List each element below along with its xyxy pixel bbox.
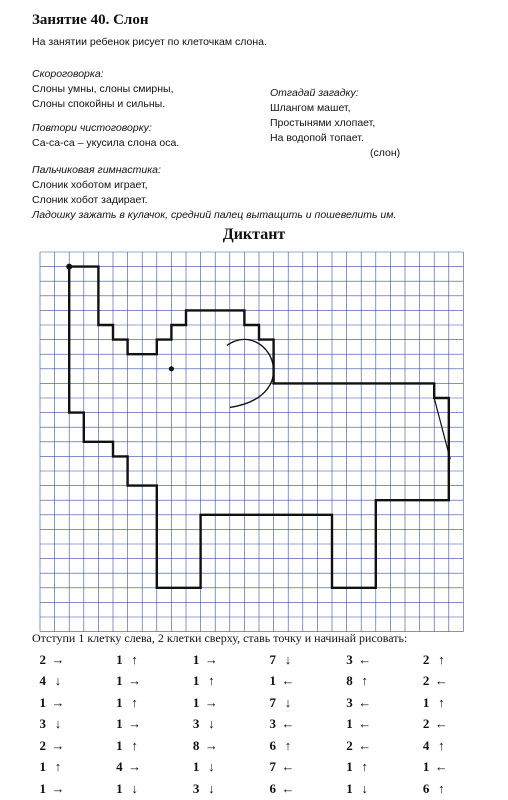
command-count: 6: [269, 780, 277, 796]
command-cell: [260, 652, 337, 668]
command-arrow-icon: ↑: [131, 737, 138, 753]
command-arrow-icon: ←: [281, 780, 295, 796]
riddle-line: Шлангом машет,: [270, 102, 351, 114]
command-cell: [337, 781, 414, 797]
command-count: 1: [346, 716, 353, 732]
command-cell: [107, 759, 184, 775]
command-cell: [183, 673, 260, 689]
command-arrow-icon: ←: [358, 716, 372, 732]
command-arrow-icon: ↓: [54, 673, 62, 689]
command-cell: [183, 781, 260, 797]
riddle-heading: Отгадай загадку:: [270, 87, 359, 99]
command-arrow-icon: ←: [434, 716, 448, 732]
command-arrow-icon: →: [128, 759, 142, 775]
finger-gym-instruction: Ладошку зажать в кулачок, средний палец вытащить и пошевелить им.: [32, 209, 397, 221]
command-cell: [413, 673, 490, 689]
command-cell: [337, 759, 414, 775]
command-count: 4: [39, 673, 46, 689]
command-arrow-icon: ←: [281, 716, 295, 732]
command-arrow-icon: ↑: [54, 759, 62, 775]
command-arrow-icon: →: [204, 737, 218, 753]
command-arrow-icon: →: [128, 716, 142, 732]
command-cell: [413, 716, 490, 732]
command-row: [30, 714, 490, 736]
command-cell: [107, 781, 184, 797]
command-cell: [30, 652, 107, 668]
command-count: 2: [39, 737, 46, 753]
command-count: 2: [422, 673, 430, 689]
tongue-twister-heading: Скороговорка:: [32, 68, 104, 80]
command-arrow-icon: →: [51, 737, 65, 753]
command-arrow-icon: ←: [358, 651, 372, 667]
finger-gym-heading: Пальчиковая гимнастика:: [32, 164, 161, 176]
command-arrow-icon: →: [51, 651, 65, 667]
command-count: 1: [192, 694, 200, 710]
command-cell: [337, 695, 414, 711]
command-count: 2: [422, 651, 430, 667]
command-arrow-icon: ↓: [284, 651, 292, 667]
command-arrow-icon: →: [204, 651, 218, 667]
command-count: 1: [192, 759, 200, 775]
dictation-title: Диктант: [222, 226, 286, 243]
command-arrow-icon: →: [51, 694, 65, 710]
command-cell: [107, 695, 184, 711]
command-count: 2: [422, 716, 430, 732]
command-cell: [30, 738, 107, 754]
command-cell: [183, 652, 260, 668]
command-cell: [107, 673, 184, 689]
command-count: 7: [269, 759, 277, 775]
command-count: 1: [116, 716, 123, 732]
command-count: 6: [269, 737, 277, 753]
command-arrow-icon: ↓: [284, 694, 292, 710]
command-count: 1: [116, 673, 123, 689]
command-cell: [413, 781, 490, 797]
command-arrow-icon: ←: [434, 759, 448, 775]
elephant-drawing: [66, 264, 450, 588]
command-arrow-icon: →: [51, 780, 65, 796]
command-cell: [260, 716, 337, 732]
command-cell: [183, 695, 260, 711]
command-arrow-icon: ←: [281, 759, 295, 775]
command-count: 1: [39, 759, 46, 775]
command-count: 3: [192, 716, 200, 732]
command-arrow-icon: ←: [281, 673, 295, 689]
command-arrow-icon: ↑: [131, 651, 138, 667]
command-count: 1: [116, 651, 123, 667]
command-count: 1: [269, 673, 277, 689]
dictation-commands: [30, 649, 490, 800]
command-arrow-icon: ←: [358, 737, 372, 753]
command-count: 1: [346, 759, 353, 775]
command-count: 8: [192, 737, 200, 753]
tongue-twister-line: Слоны спокойны и сильны.: [32, 98, 166, 110]
pure-phrase-line: Са-са-са – укусила слона оса.: [32, 137, 180, 149]
riddle-line: На водопой топает.: [270, 132, 364, 144]
elephant-ear: [227, 339, 274, 407]
command-count: 1: [39, 694, 46, 710]
command-arrow-icon: ↑: [361, 673, 368, 689]
command-cell: [107, 652, 184, 668]
command-arrow-icon: ↓: [208, 759, 215, 775]
command-count: 1: [116, 694, 123, 710]
command-count: 1: [346, 780, 353, 796]
riddle-answer: (слон): [370, 147, 401, 159]
command-count: 1: [422, 759, 430, 775]
command-arrow-icon: ↑: [361, 759, 368, 775]
elephant-eye: [169, 366, 174, 371]
command-cell: [30, 716, 107, 732]
command-row: [30, 778, 490, 800]
command-arrow-icon: ↑: [208, 673, 215, 689]
command-count: 3: [192, 780, 200, 796]
command-cell: [107, 716, 184, 732]
command-arrow-icon: ↑: [284, 737, 292, 753]
command-cell: [413, 652, 490, 668]
finger-gym-line: Слоник хобот задирает.: [32, 194, 148, 206]
command-arrow-icon: →: [204, 694, 218, 710]
command-cell: [183, 716, 260, 732]
command-row: [30, 649, 490, 671]
command-cell: [413, 695, 490, 711]
command-count: 3: [346, 651, 353, 667]
finger-gym-line: Слоник хоботом играет,: [32, 179, 148, 191]
command-cell: [260, 738, 337, 754]
command-cell: [260, 695, 337, 711]
command-cell: [30, 781, 107, 797]
command-arrow-icon: ←: [358, 694, 372, 710]
command-cell: [30, 695, 107, 711]
pure-phrase-heading: Повтори чистоговорку:: [32, 122, 152, 134]
lesson-title: Занятие 40. Слон: [32, 12, 149, 28]
command-arrow-icon: ↑: [438, 694, 445, 710]
command-cell: [337, 716, 414, 732]
command-arrow-icon: ↓: [208, 716, 215, 732]
command-arrow-icon: ↑: [131, 694, 138, 710]
command-count: 1: [192, 673, 200, 689]
command-arrow-icon: ↓: [208, 780, 215, 796]
command-count: 2: [346, 737, 353, 753]
command-cell: [183, 738, 260, 754]
start-dot: [66, 264, 72, 270]
command-cell: [413, 759, 490, 775]
riddle-line: Простынями хлопает,: [270, 117, 376, 129]
command-row: [30, 692, 490, 714]
command-count: 7: [269, 651, 277, 667]
command-cell: [260, 759, 337, 775]
command-cell: [30, 759, 107, 775]
command-cell: [183, 759, 260, 775]
command-arrow-icon: ↑: [438, 780, 445, 796]
command-arrow-icon: →: [128, 673, 142, 689]
command-count: 4: [422, 737, 430, 753]
command-count: 1: [116, 780, 123, 796]
command-arrow-icon: ←: [434, 673, 448, 689]
command-count: 3: [269, 716, 277, 732]
command-cell: [337, 738, 414, 754]
command-arrow-icon: ↓: [131, 780, 138, 796]
command-count: 7: [269, 694, 277, 710]
command-arrow-icon: ↓: [361, 780, 368, 796]
command-count: 1: [192, 651, 200, 667]
command-count: 1: [422, 694, 430, 710]
command-count: 3: [346, 694, 353, 710]
command-cell: [107, 738, 184, 754]
command-count: 1: [39, 780, 46, 796]
command-count: 1: [116, 737, 123, 753]
tongue-twister-line: Слоны умны, слоны смирны,: [32, 83, 174, 95]
command-count: 8: [346, 673, 353, 689]
lesson-subtitle: На занятии ребенок рисует по клеточкам слона.: [32, 36, 267, 48]
command-count: 6: [422, 780, 430, 796]
command-cell: [413, 738, 490, 754]
command-row: [30, 671, 490, 693]
command-count: 2: [39, 651, 46, 667]
command-cell: [260, 781, 337, 797]
command-row: [30, 735, 490, 757]
command-arrow-icon: ↓: [54, 716, 62, 732]
command-cell: [260, 673, 337, 689]
command-cell: [30, 673, 107, 689]
command-count: 3: [39, 716, 46, 732]
command-arrow-icon: ↑: [438, 651, 445, 667]
command-count: 4: [116, 759, 123, 775]
command-cell: [337, 652, 414, 668]
command-arrow-icon: ↑: [438, 737, 445, 753]
dictation-instruction: Отступи 1 клетку слева, 2 клетки сверху, ставь точку и начинай рисовать:: [32, 631, 408, 645]
command-cell: [337, 673, 414, 689]
command-row: [30, 757, 490, 779]
